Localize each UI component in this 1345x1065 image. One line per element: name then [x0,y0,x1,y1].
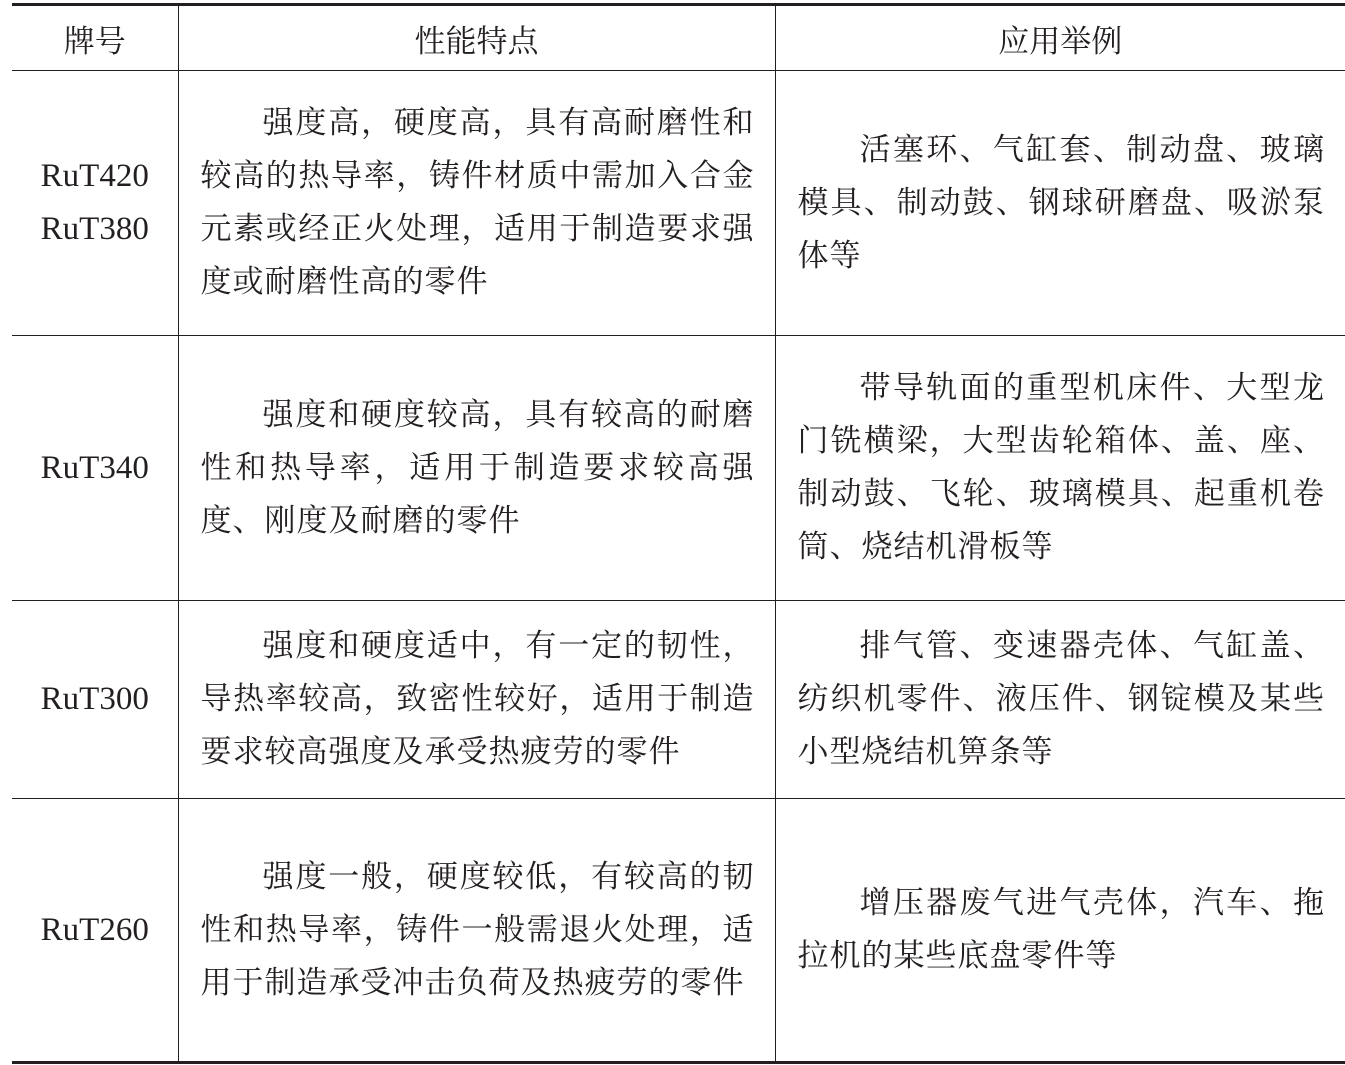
grade-label: RuT260 [40,911,149,948]
features-cell [178,71,775,336]
features-text: 强度一般，硬度较低，有较高的韧性和热导率，铸件一般需退火处理，适用于制造承受冲击负荷及热疲劳的零件 [200,858,755,1001]
table-row [12,799,1345,1063]
applications-text: 排气管、变速器壳体、气缸盖、纺织机零件、液压件、钢锭模及某些小型烧结机箅条等 [797,628,1325,770]
header-applications: 应用举例 [775,5,1345,71]
grade-properties-table [12,3,1345,1064]
applications-cell [775,71,1345,336]
table-row [12,601,1345,799]
applications-cell [775,799,1345,1063]
features-text: 强度高，硬度高，具有高耐磨性和较高的热导率，铸件材质中需加入合金元素或经正火处理，适用于制造要求强度或耐磨性高的零件 [200,105,755,300]
applications-cell [775,336,1345,601]
features-text: 强度和硬度适中，有一定的韧性，导热率较高，致密性较好，适用于制造要求较高强度及承受热疲劳的零件 [200,628,755,770]
applications-cell [775,601,1345,799]
grade-cell [12,601,178,799]
applications-text: 带导轨面的重型机床件、大型龙门铣横梁，大型齿轮箱体、盖、座、制动鼓、飞轮、玻璃模具、起重机卷筒、烧结机滑板等 [797,370,1325,565]
grade-label: RuT340 [40,449,149,486]
header-row [12,5,1345,71]
table-row [12,336,1345,601]
grade-cell [12,71,178,336]
header-grade: 牌号 [12,5,178,71]
features-cell [178,799,775,1063]
grade-cell [12,336,178,601]
table-row [12,71,1345,336]
header-features: 性能特点 [178,5,775,71]
features-cell [178,336,775,601]
applications-text: 活塞环、气缸套、制动盘、玻璃模具、制动鼓、钢球研磨盘、吸淤泵体等 [797,131,1325,274]
grade-label: RuT380 [40,211,149,247]
grade-cell [12,799,178,1063]
applications-text: 增压器废气进气壳体，汽车、拖拉机的某些底盘零件等 [797,885,1325,974]
grade-label: RuT420 [40,158,149,194]
features-cell [178,601,775,799]
features-text: 强度和硬度较高，具有较高的耐磨性和热导率，适用于制造要求较高强度、刚度及耐磨的零件 [200,396,755,539]
grade-label: RuT300 [40,681,149,717]
